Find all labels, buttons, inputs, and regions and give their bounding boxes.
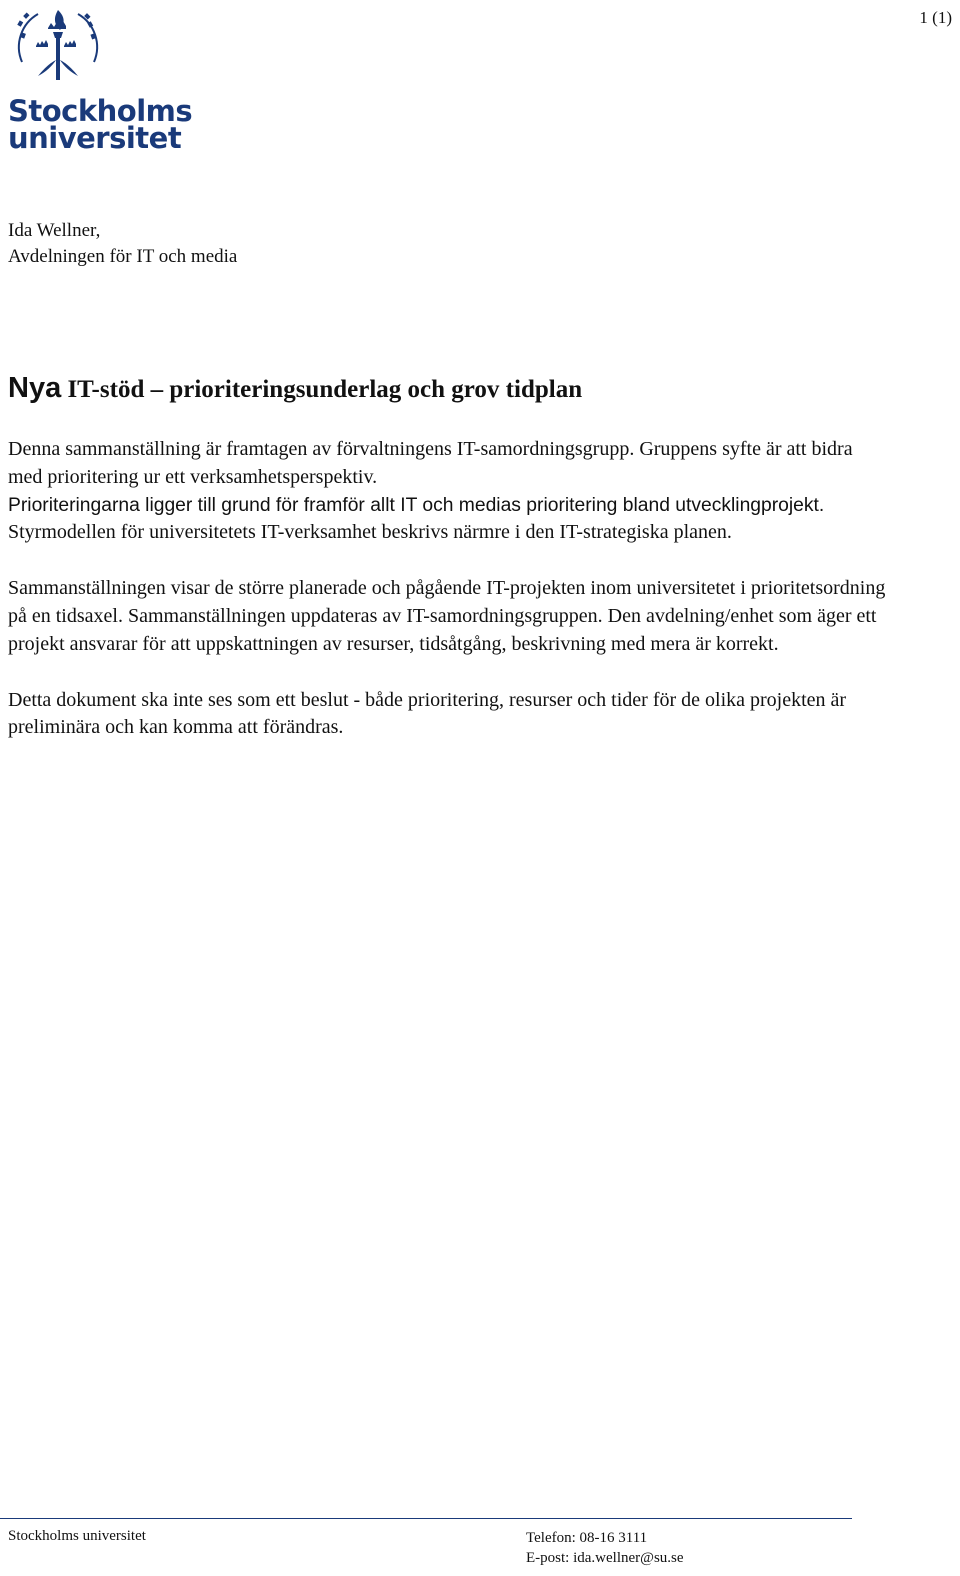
title-rest: IT-stöd – prioriteringsunderlag och grov tidplan xyxy=(67,376,583,403)
paragraph-1-part-1: Denna sammanställning är framtagen av förvaltningens IT-samordningsgrupp. Gruppens syfte är att bidra med prioritering ur ett verksamhetsperspektiv. xyxy=(8,438,853,488)
sender-name: Ida Wellner, xyxy=(8,220,101,241)
page-number: 1 (1) xyxy=(919,8,952,27)
logo-line-1: Stockholms xyxy=(8,94,193,128)
paragraph-1-part-3: Styrmodellen för universitetets IT-verksamhet beskrivs närmre i den IT-strategiska planen. xyxy=(8,521,732,544)
footer-email: E-post: ida.wellner@su.se xyxy=(526,1550,684,1566)
document-title xyxy=(8,372,582,405)
document-body xyxy=(8,436,888,770)
footer-contact xyxy=(526,1528,684,1568)
paragraph-2: Sammanställningen visar de större planerade och pågående IT-projekten inom universitetet i prioritetsordning på en tidsaxel. Sammanställningen uppdateras av IT-samordningsgruppen. Den avdelning/enhet som äger ett projekt ansvarar för att uppskattningen av resurser, tidsåtgång, beskrivning med mera är korrekt. xyxy=(8,577,886,655)
sender-department: Avdelningen för IT och media xyxy=(8,246,238,267)
sender-block xyxy=(8,218,237,270)
paragraph-1 xyxy=(8,436,888,547)
university-logo xyxy=(6,2,196,162)
paragraph-3: Detta dokument ska inte ses som ett beslut - både prioritering, resurser och tider för de olika projekten är preliminära och kan komma att förändras. xyxy=(8,688,847,739)
footer-organization: Stockholms universitet xyxy=(8,1528,146,1544)
footer-divider xyxy=(0,1518,852,1519)
university-seal-icon xyxy=(8,2,108,94)
footer-phone: Telefon: 08-16 3111 xyxy=(526,1530,648,1546)
paragraph-1-part-2: Prioriteringarna ligger till grund för framför allt IT och medias prioritering bland utvecklingprojekt. xyxy=(8,494,825,516)
logo-line-2: universitet xyxy=(8,121,182,155)
title-first-word: Nya xyxy=(8,372,62,404)
logo-wordmark xyxy=(8,94,193,155)
